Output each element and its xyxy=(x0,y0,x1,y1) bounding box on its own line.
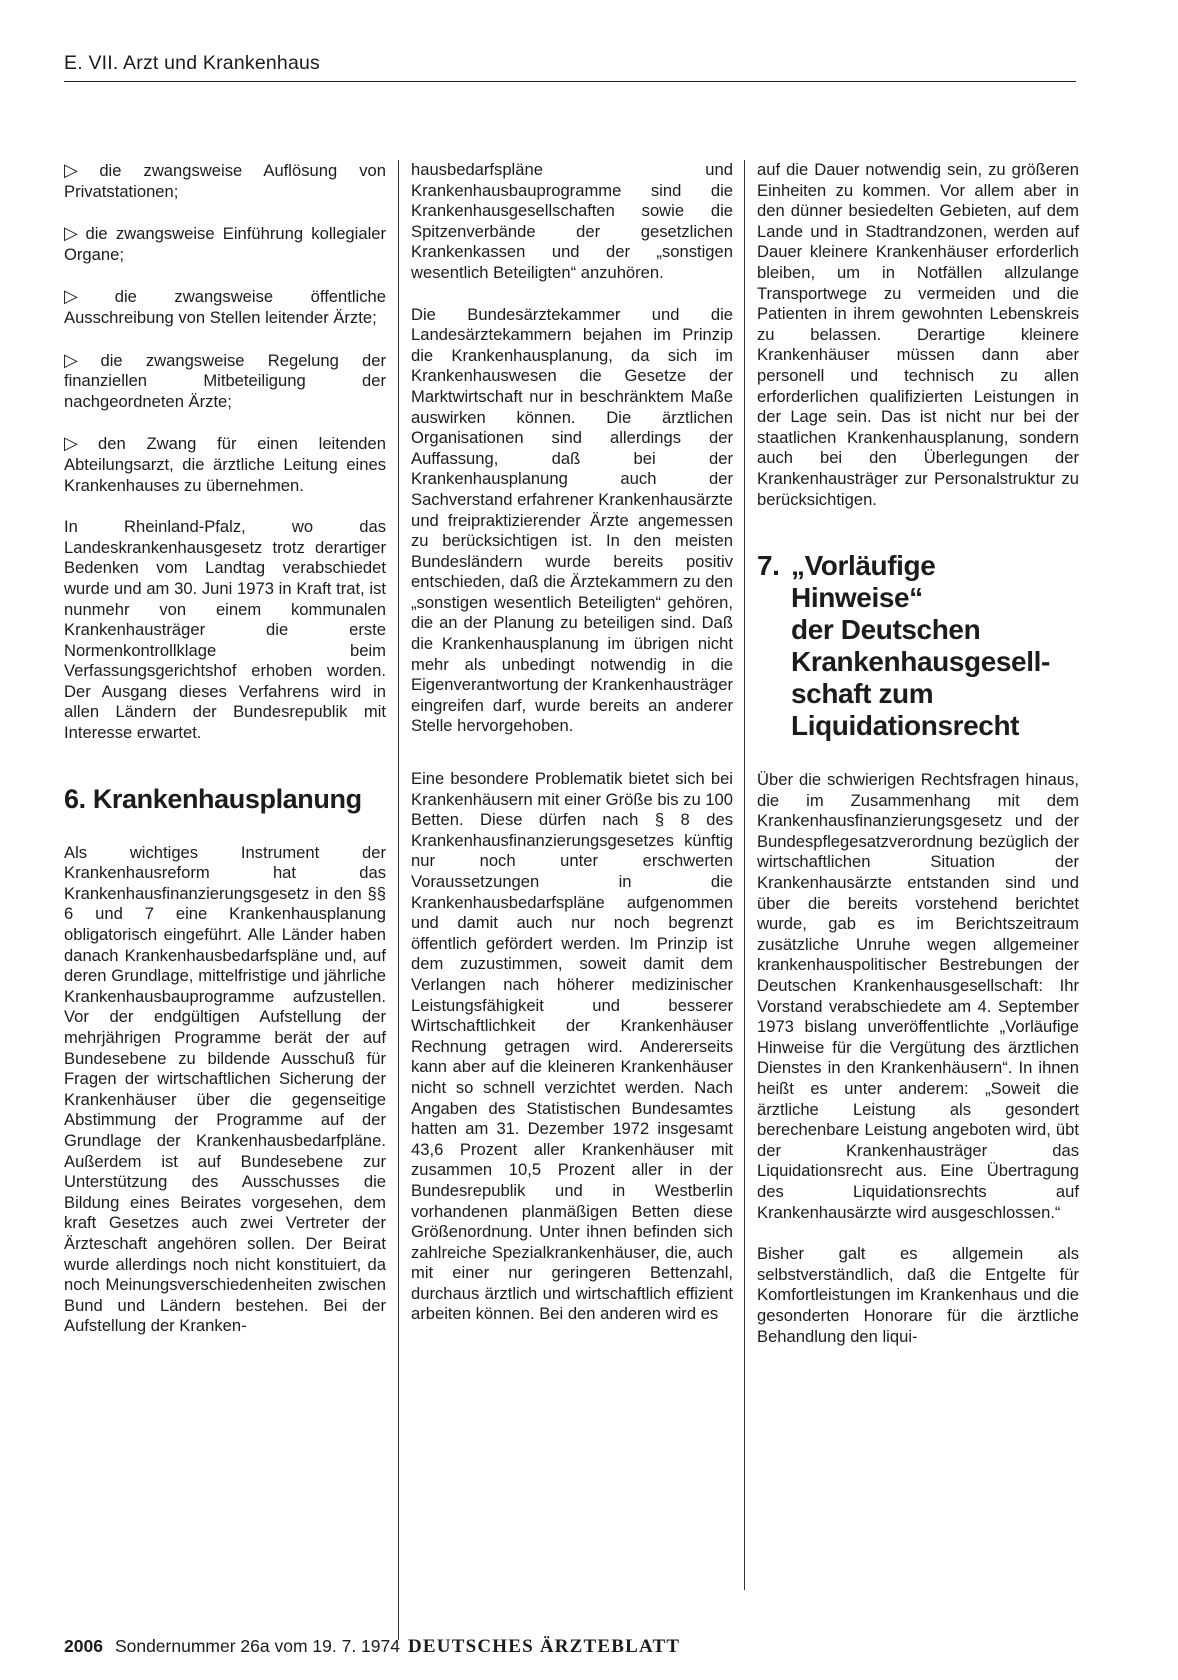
heading-line: Hinweise“ xyxy=(791,582,923,614)
triangle-bullet-icon: ▷ xyxy=(64,433,95,454)
triangle-bullet-icon: ▷ xyxy=(64,349,97,370)
running-header xyxy=(64,52,1076,82)
heading-line: Krankenhausgesell- xyxy=(791,646,1050,678)
body-paragraph: Bisher galt es allgemein als selbstverständlich, daß die Entgelte für Komfortleistungen im Krankenhaus und die gesonderten Honorare für die ärztliche Behandlung den liqui- xyxy=(757,1244,1079,1346)
column-divider xyxy=(398,160,399,1640)
column-1 xyxy=(64,160,386,1337)
column-divider xyxy=(744,160,745,1590)
triangle-bullet-icon: ▷ xyxy=(64,223,82,244)
heading-number: 7. xyxy=(757,550,780,582)
bullet-item: ▷ die zwangsweise Auflösung von Privatstationen; xyxy=(64,160,387,201)
bullet-item: ▷ die zwangsweise Regelung der finanziellen Mitbeteiligung der nachgeordneten Ärzte; xyxy=(64,349,387,411)
page-number: 2006 xyxy=(64,1636,103,1656)
bullet-item: ▷ die zwangsweise öffentliche Ausschreibung von Stellen leitender Ärzte; xyxy=(64,286,386,327)
column-3 xyxy=(757,160,1079,1347)
heading-line: Liquidationsrecht xyxy=(791,710,1020,742)
column-2 xyxy=(411,160,733,1325)
triangle-bullet-icon: ▷ xyxy=(64,286,111,307)
section-title: E. VII. Arzt und Krankenhaus xyxy=(64,52,320,74)
issue-info: Sondernummer 26a vom 19. 7. 1974 xyxy=(114,1636,400,1656)
body-paragraph: Als wichtiges Instrument der Krankenhausreform hat das Krankenhausfinanzierungsgesetz in den §§ 6 und 7 eine Krankenhausplanung obligatorisch eingeführt. Alle Länder haben danach Krankenhausbedarfspläne und, auf deren Grundlage, mittelfristige und jährliche Krankenhausbauprogramme aufzustellen. Vor der endgültigen Aufstellung der mehrjährigen Programme berät der auf Bundesebene zu bildende Ausschuß für Fragen der wirtschaftlichen Sicherung der Krankenhäuser über die gegenseitige Abstimmung der Programme auf der Grundlage der Krankenhausbedarfpläne. Außerdem ist auf Bundesebene zur Unterstützung des Ausschusses die Bildung eines Beirates vorgesehen, dem kraft Gesetzes auch zwei Vertreter der Ärzteschaft angehören sollen. Der Beirat wurde allerdings noch nicht konstituiert, da noch Meinungsverschiedenheiten zwischen Bund und Ländern bestehen. Bei der Aufstellung der Kranken- xyxy=(64,842,386,1336)
page-footer xyxy=(64,1636,680,1658)
bullet-item: ▷ die zwangsweise Einführung kollegialer Organe; xyxy=(64,223,387,264)
body-paragraph: Über die schwierigen Rechtsfragen hinaus, die im Zusammenhang mit dem Krankenhausfinanzierungsgesetz und der Bundespflegesatzverordnung bezüglich der wirtschaftlichen Situation der Krankenhausärzte entstanden sind und über die bereits vorstehend berichtet wurde, gab es im Berichtszeitraum zusätzliche Unruhe wegen allgemeiner krankenhauspolitischer Bestrebungen der Deutschen Krankenhausgesellschaft: Ihr Vorstand verabschiedete am 4. September 1973 bislang unveröffentlichte „Vorläufige Hinweise für die Vergütung des ärztlichen Dienstes in den Krankenhäusern“. In ihnen heißt es unter anderem: „Soweit die ärztliche Leistung als gesondert berechenbare Leistung angeboten wird, übt der Krankenhausträger das Liquidationsrecht aus. Eine Übertragung des Liquidationsrechts auf Krankenhausärzte wird ausgeschlossen.“ xyxy=(757,770,1079,1222)
heading-line: „Vorläufige xyxy=(791,550,936,582)
body-paragraph: In Rheinland-Pfalz, wo das Landeskrankenhausgesetz trotz derartiger Bedenken vom Landtag verabschiedet wurde und am 30. Juni 1973 in Kraft trat, ist nunmehr von einem kommunalen Krankenhausträger die erste Normenkontrollklage beim Verfassungsgerichtshof erhoben worden. Der Ausgang dieses Verfahrens wird in allen Ländern der Bundesrepublik mit Interesse erwartet. xyxy=(64,517,386,743)
section-heading xyxy=(757,550,1079,742)
journal-name: DEUTSCHES ÄRZTEBLATT xyxy=(407,1636,681,1657)
body-paragraph: hausbedarfspläne und Krankenhausbauprogramme sind die Krankenhausgesellschaften sowie die Spitzenverbände der gesetzlichen Krankenkassen und der „sonstigen wesentlich Beteiligten“ anzuhören. xyxy=(411,160,733,282)
heading-line: schaft zum xyxy=(791,678,934,710)
body-paragraph: auf die Dauer notwendig sein, zu größeren Einheiten zu kommen. Vor allem aber in den dünner besiedelten Gebieten, auf dem Lande und in Stadtrandzonen, werden auf Dauer kleinere Krankenhäuser erforderlich bleiben, um in Notfällen allzulange Transportwege zu vermeiden und die Patienten in ihrem gewohnten Lebenskreis zu belassen. Derartige kleinere Krankenhäuser müssen dann aber personell und technisch zu allen erforderlichen qualifizierten Leistungen in der Lage sein. Das ist nicht nur bei der staatlichen Krankenhausplanung, sondern auch bei den Überlegungen der Krankenhausträger zur Personalstruktur zu berücksichtigen. xyxy=(757,160,1079,509)
bullet-item: ▷ den Zwang für einen leitenden Abteilungsarzt, die ärztliche Leitung eines Krankenhauses zu übernehmen. xyxy=(64,433,386,495)
triangle-bullet-icon: ▷ xyxy=(64,160,96,180)
body-paragraph: Eine besondere Problematik bietet sich bei Krankenhäusern mit einer Größe bis zu 100 Betten. Diese dürfen nach § 8 des Krankenhausfinanzierungsgesetzes künftig nur noch unter erschwerten Voraussetzungen in die Krankenhausbedarfspläne aufgenommen und damit auch nur noch begrenzt öffentlich gefördert werden. Im Prinzip ist dem zuzustimmen, soweit damit dem Verlangen nach höherer medizinischer Leistungsfähigkeit und besserer Wirtschaftlichkeit der Krankenhäuser Rechnung getragen wird. Andererseits kann aber auf die kleineren Krankenhäuser nicht so schnell verzichtet werden. Nach Angaben des Statistischen Bundesamtes hatten am 31. Dezember 1972 insgesamt 43,6 Prozent aller Krankenhäuser mit zusammen 10,5 Prozent aller in der Bundesrepublik und in Westberlin vorhandenen planmäßigen Betten diese Größenordnung. Unter ihnen befinden sich zahlreiche Spezialkrankenhäuser, die, auch mit einer nur geringeren Bettenzahl, durchaus ärztlich und wirtschaftlich effizient arbeiten können. Bei den anderen wird es xyxy=(411,769,733,1324)
body-paragraph: Die Bundesärztekammer und die Landesärztekammern bejahen im Prinzip die Krankenhausplanung, da sich im Krankenhauswesen die Gesetze der Marktwirtschaft nur in beschränktem Maße auswirken können. Die ärztlichen Organisationen sind allerdings der Auffassung, daß bei der Krankenhausplanung auch der Sachverstand erfahrener Krankenhausärzte und freipraktizierender Ärzte angemessen zu berücksichtigen ist. In den meisten Bundesländern wurde bereits positiv entschieden, daß die Ärztekammern zu den „sonstigen wesentlich Beteiligten“ gehören, die an der Planung zu beteiligen sind. Daß die Krankenhausplanung im übrigen nicht mehr als unbedingt notwendig in die Eigenverantwortung der Krankenhausträger eingreifen darf, wurde bereits an anderer Stelle hervorgehoben. xyxy=(411,304,733,736)
section-heading: 6. Krankenhausplanung xyxy=(64,783,362,814)
heading-line: der Deutschen xyxy=(791,614,981,646)
